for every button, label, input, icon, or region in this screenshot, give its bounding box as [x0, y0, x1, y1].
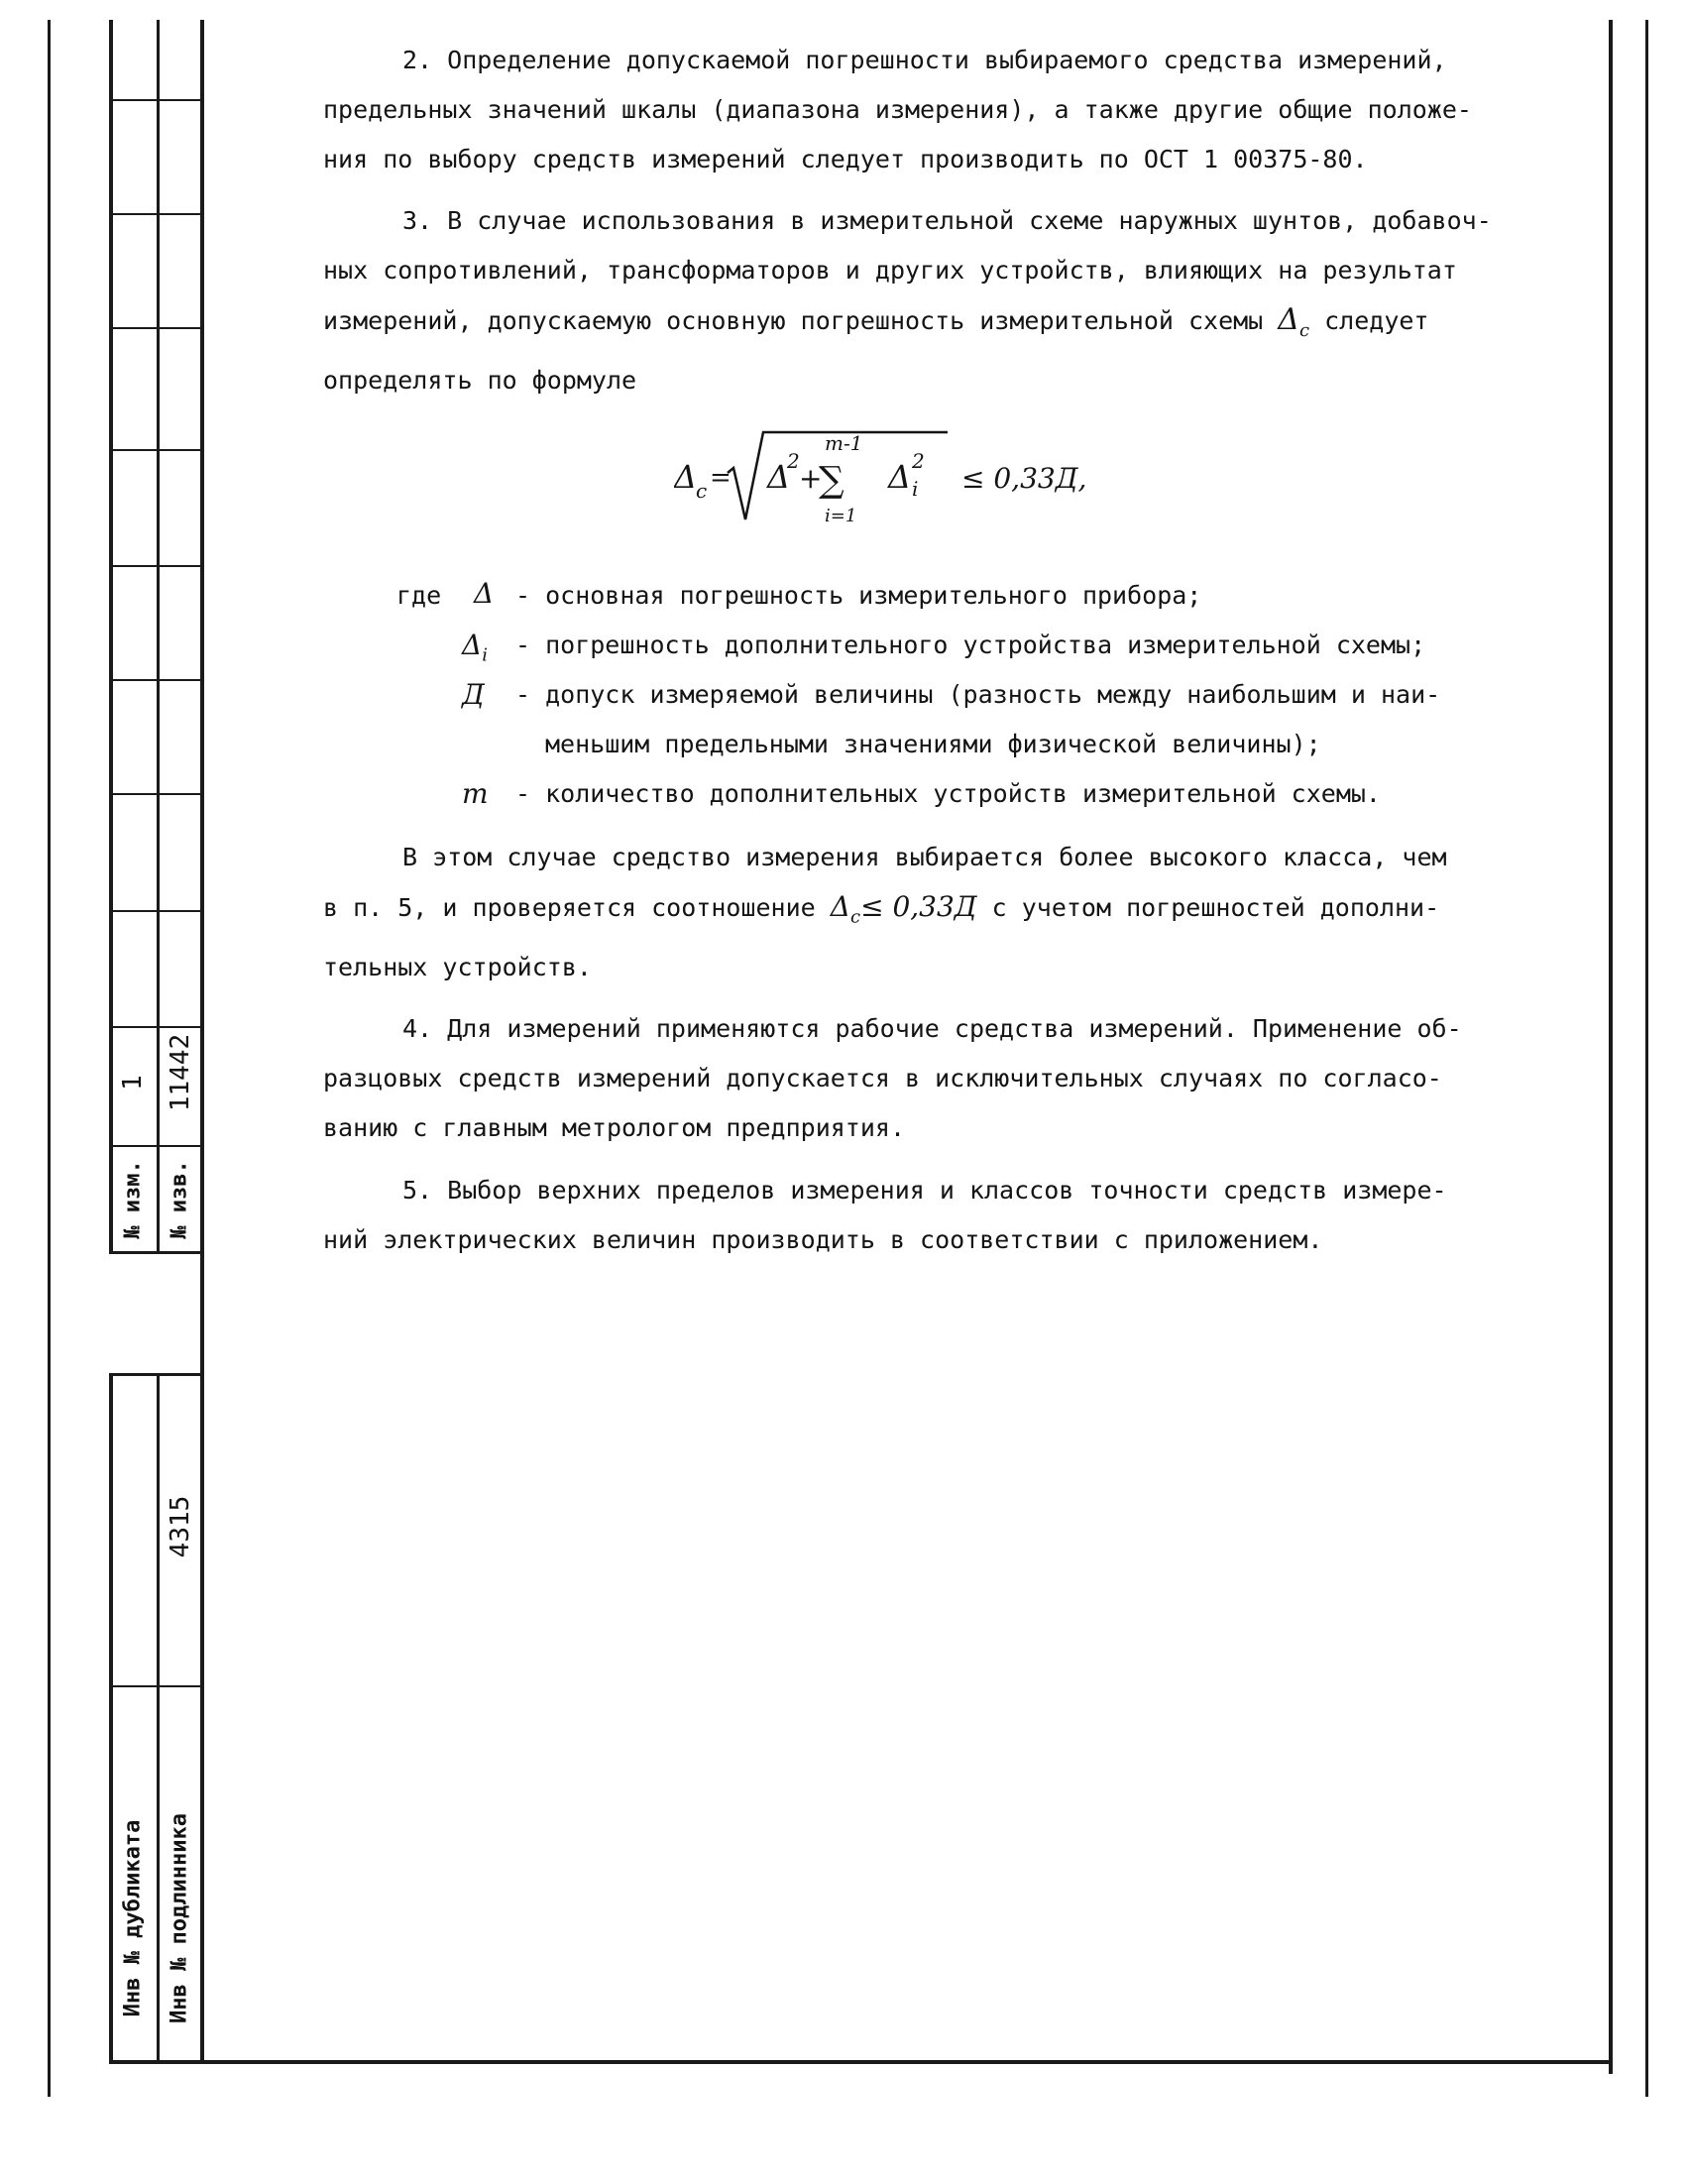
frame-right-line [1609, 20, 1613, 2074]
def-4-symbol: m [462, 777, 489, 810]
formula-eq: = [710, 463, 732, 493]
formula-sum-top: m-1 [825, 431, 863, 455]
paragraph-case-line-3: тельных устройств. [323, 952, 592, 981]
paragraph-case [323, 833, 1511, 992]
paragraph-4-line-2: разцовых средств измерений допускается в исключительных случаях по согласо- [323, 1064, 1442, 1092]
paragraph-2 [323, 36, 1511, 184]
paragraph-5 [323, 1166, 1511, 1265]
frame-stamp-mid-line [157, 20, 160, 1254]
where-label: где [396, 581, 442, 610]
formula-lhs: Δ [674, 458, 698, 496]
frame-right-outer-line [1645, 20, 1648, 2097]
paragraph-5-line-1: 5. Выбор верхних пределов измерения и классов точности средств измере- [402, 1176, 1447, 1205]
notice-no-label: № изв. [167, 1160, 192, 1239]
formula-sum-bottom: i=1 [825, 506, 857, 526]
stamp-lower-divider-line [109, 1685, 202, 1687]
paragraph-3 [323, 196, 1511, 405]
paragraph-3-line-1: 3. В случае использования в измерительной схеме наружных шунтов, добавоч- [402, 206, 1492, 235]
paragraph-4 [323, 1004, 1511, 1153]
formula-relation: ≤ 0,33Д, [961, 462, 1087, 495]
def-1-symbol: Δ [474, 577, 495, 610]
def-1-text: - основная погрешность измерительного прибора; [515, 581, 1202, 610]
def-2-symbol: $\Delta_i$ [462, 629, 488, 666]
paragraph-case-line-1: В этом случае средство измерения выбирается более высокого класса, чем [402, 843, 1447, 871]
def-3-symbol: Д [462, 678, 485, 711]
formula-term: Δ [888, 458, 912, 496]
notice-no-value: 11442 [166, 1033, 195, 1112]
stamp-lower-left-line [109, 1373, 113, 2064]
rev-no-value: 1 [118, 1075, 148, 1091]
def-3-text-cont: меньшим предельными значениями физической величины); [545, 730, 1321, 758]
formula-svg [674, 428, 1150, 537]
formula-term-sub: i [912, 477, 919, 501]
paragraph-4-line-3: ванию с главным метрологом предприятия. [323, 1113, 905, 1142]
inv-orig-value: 4315 [166, 1495, 195, 1558]
frame-inner-left-line [200, 20, 204, 2062]
formula-term-sq: 2 [912, 449, 925, 473]
paragraph-3-line-3: измерений, допускаемую основную погрешность измерительной схемы [323, 306, 1264, 335]
inv-dup-label: Инв № дубликата [120, 1819, 146, 2017]
rev-no-label: № изм. [120, 1160, 146, 1239]
paragraph-case-line-2-tail: с учетом погрешностей дополни- [991, 893, 1440, 922]
error-formula [674, 428, 1150, 537]
paragraph-3-line-2: ных сопротивлений, трансформаторов и других устройств, влияющих на результат [323, 256, 1457, 285]
def-4-text: - количество дополнительных устройств измерительной схемы. [515, 779, 1381, 808]
stamp-lower-top-line [109, 1373, 202, 1376]
stamp-lower-mid-line [157, 1373, 160, 2064]
frame-stamp-left-line [109, 20, 113, 1254]
inline-relation: $\Delta_c\le 0,33Д$ [830, 890, 977, 928]
formula-root-delta: Δ [767, 458, 791, 496]
paragraph-2-line-3: ния по выбору средств измерений следует производить по ОСТ 1 00375-80. [323, 145, 1368, 173]
paragraph-5-line-2: ний электрических величин производить в соответствии с приложением. [323, 1225, 1323, 1254]
formula-plus: + [799, 462, 823, 495]
frame-bottom-line [109, 2060, 1613, 2064]
delta-c-symbol: $\Delta_c$ [1278, 302, 1310, 341]
paragraph-2-line-1: 2. Определение допускаемой погрешности выбираемого средства измерений, [402, 46, 1447, 74]
paragraph-3-line-4: определять по формуле [323, 366, 637, 395]
formula-root-sq: 2 [787, 449, 800, 473]
def-3-text: - допуск измеряемой величины (разность между наибольшим и наи- [515, 680, 1441, 709]
def-2-text: - погрешность дополнительного устройства измерительной схемы; [515, 631, 1426, 659]
formula-lhs-sub: c [696, 479, 708, 503]
paragraph-case-line-2: в п. 5, и проверяется соотношение [323, 893, 816, 922]
inv-orig-label: Инв № подлинника [167, 1813, 192, 2023]
formula-sum: ∑ [819, 460, 844, 501]
paragraph-4-line-1: 4. Для измерений применяются рабочие средства измерений. Применение об- [402, 1014, 1462, 1043]
frame-left-outer-line [48, 20, 51, 2097]
paragraph-3-line-3-tail: следует [1324, 306, 1429, 335]
paragraph-2-line-2: предельных значений шкалы (диапазона измерения), а также другие общие положе- [323, 95, 1472, 124]
